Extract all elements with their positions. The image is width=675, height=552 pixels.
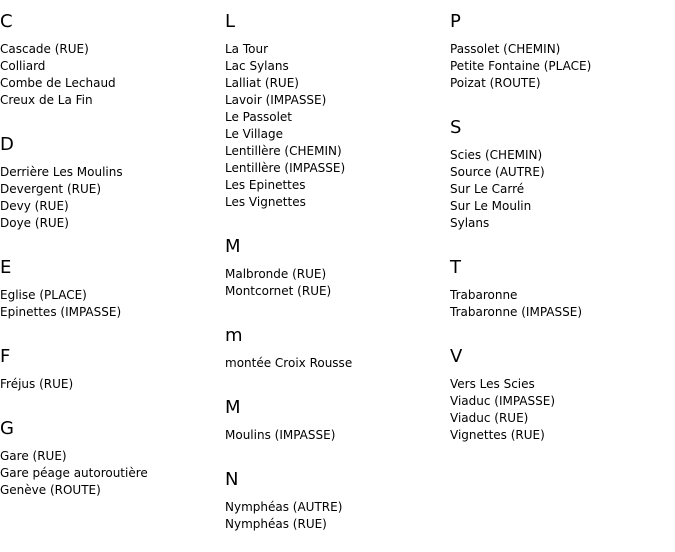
street-list bbox=[225, 41, 445, 211]
street-link[interactable]: Cascade (RUE) bbox=[0, 42, 89, 56]
street-link[interactable]: Epinettes (IMPASSE) bbox=[0, 305, 122, 319]
letter-group bbox=[225, 236, 445, 314]
street-link[interactable]: Colliard bbox=[0, 59, 46, 73]
letter-heading: m bbox=[225, 325, 243, 346]
street-link[interactable]: Moulins (IMPASSE) bbox=[225, 428, 336, 442]
letter-group bbox=[450, 257, 670, 335]
street-link[interactable]: Doye (RUE) bbox=[0, 216, 69, 230]
street-list bbox=[0, 41, 220, 109]
street-link[interactable]: Montcornet (RUE) bbox=[225, 284, 332, 298]
street-list bbox=[450, 41, 670, 92]
letter-heading: C bbox=[0, 11, 13, 32]
street-link[interactable]: Lentillère (CHEMIN) bbox=[225, 144, 342, 158]
street-link[interactable]: Les Epinettes bbox=[225, 178, 306, 192]
letter-heading: F bbox=[0, 346, 11, 367]
street-list bbox=[225, 266, 445, 300]
group-spacer bbox=[450, 321, 670, 335]
group-spacer bbox=[0, 109, 220, 123]
street-link[interactable]: Devergent (RUE) bbox=[0, 182, 102, 196]
street-link[interactable]: Gare péage autoroutière bbox=[0, 466, 148, 480]
group-spacer bbox=[450, 92, 670, 106]
letter-heading: V bbox=[450, 346, 463, 367]
street-link[interactable]: Vers Les Scies bbox=[450, 377, 535, 391]
street-link[interactable]: Lentillère (IMPASSE) bbox=[225, 161, 346, 175]
street-index-column-3 bbox=[450, 0, 670, 458]
street-link[interactable]: Nymphéas (AUTRE) bbox=[225, 500, 343, 514]
street-index-column-1 bbox=[0, 0, 220, 513]
street-link[interactable]: Genève (ROUTE) bbox=[0, 483, 101, 497]
group-spacer bbox=[225, 211, 445, 225]
letter-group bbox=[225, 397, 445, 458]
street-link[interactable]: La Tour bbox=[225, 42, 269, 56]
group-spacer bbox=[225, 300, 445, 314]
street-link[interactable]: Nymphéas (RUE) bbox=[225, 517, 327, 531]
letter-group bbox=[0, 418, 220, 513]
street-link[interactable]: Sur Le Carré bbox=[450, 182, 525, 196]
street-link[interactable]: Fréjus (RUE) bbox=[0, 377, 74, 391]
street-list bbox=[225, 499, 445, 533]
street-link[interactable]: Gare (RUE) bbox=[0, 449, 67, 463]
street-list bbox=[450, 147, 670, 232]
street-link[interactable]: Les Vignettes bbox=[225, 195, 306, 209]
street-link[interactable]: Derrière Les Moulins bbox=[0, 165, 123, 179]
group-spacer bbox=[225, 372, 445, 386]
street-list bbox=[0, 376, 220, 393]
street-link[interactable]: Le Passolet bbox=[225, 110, 292, 124]
letter-heading: T bbox=[450, 257, 461, 278]
letter-group bbox=[450, 346, 670, 458]
group-spacer bbox=[450, 232, 670, 246]
street-link[interactable]: Devy (RUE) bbox=[0, 199, 69, 213]
street-list bbox=[225, 355, 445, 372]
group-spacer bbox=[0, 499, 220, 513]
letter-group bbox=[0, 257, 220, 335]
group-spacer bbox=[0, 393, 220, 407]
group-spacer bbox=[0, 232, 220, 246]
street-link[interactable]: Lalliat (RUE) bbox=[225, 76, 299, 90]
letter-group bbox=[450, 11, 670, 106]
street-link[interactable]: Le Village bbox=[225, 127, 283, 141]
group-spacer bbox=[450, 444, 670, 458]
street-list bbox=[450, 287, 670, 321]
letter-heading: G bbox=[0, 418, 14, 439]
street-link[interactable]: Eglise (PLACE) bbox=[0, 288, 87, 302]
street-link[interactable]: Source (AUTRE) bbox=[450, 165, 545, 179]
street-link[interactable]: Sylans bbox=[450, 216, 490, 230]
letter-heading: M bbox=[225, 397, 241, 418]
group-spacer bbox=[0, 321, 220, 335]
letter-group bbox=[450, 117, 670, 246]
street-link[interactable]: Creux de La Fin bbox=[0, 93, 93, 107]
letter-heading: S bbox=[450, 117, 462, 138]
street-list bbox=[0, 287, 220, 321]
group-spacer bbox=[225, 444, 445, 458]
letter-heading: L bbox=[225, 11, 236, 32]
street-link[interactable]: Lac Sylans bbox=[225, 59, 289, 73]
street-link[interactable]: Combe de Lechaud bbox=[0, 76, 116, 90]
letter-group bbox=[0, 11, 220, 123]
street-link[interactable]: Trabaronne bbox=[450, 288, 518, 302]
letter-group bbox=[225, 11, 445, 225]
street-link[interactable]: Scies (CHEMIN) bbox=[450, 148, 543, 162]
street-list bbox=[450, 376, 670, 444]
street-link[interactable]: Sur Le Moulin bbox=[450, 199, 532, 213]
street-link[interactable]: Lavoir (IMPASSE) bbox=[225, 93, 327, 107]
street-link[interactable]: Malbronde (RUE) bbox=[225, 267, 327, 281]
street-link[interactable]: montée Croix Rousse bbox=[225, 356, 353, 370]
letter-group bbox=[0, 134, 220, 246]
letter-heading: M bbox=[225, 236, 241, 257]
letter-group bbox=[225, 469, 445, 547]
street-list bbox=[225, 427, 445, 444]
letter-group bbox=[225, 325, 445, 386]
group-spacer bbox=[225, 533, 445, 547]
street-index-column-2 bbox=[225, 0, 445, 547]
street-link[interactable]: Viaduc (RUE) bbox=[450, 411, 529, 425]
letter-heading: D bbox=[0, 134, 14, 155]
street-link[interactable]: Poizat (ROUTE) bbox=[450, 76, 541, 90]
street-link[interactable]: Petite Fontaine (PLACE) bbox=[450, 59, 592, 73]
street-link[interactable]: Passolet (CHEMIN) bbox=[450, 42, 561, 56]
letter-heading: P bbox=[450, 11, 461, 32]
letter-group bbox=[0, 346, 220, 407]
street-list bbox=[0, 164, 220, 232]
street-list bbox=[0, 448, 220, 499]
street-link[interactable]: Viaduc (IMPASSE) bbox=[450, 394, 556, 408]
letter-heading: E bbox=[0, 257, 12, 278]
street-link[interactable]: Trabaronne (IMPASSE) bbox=[450, 305, 582, 319]
letter-heading: N bbox=[225, 469, 239, 490]
street-link[interactable]: Vignettes (RUE) bbox=[450, 428, 545, 442]
